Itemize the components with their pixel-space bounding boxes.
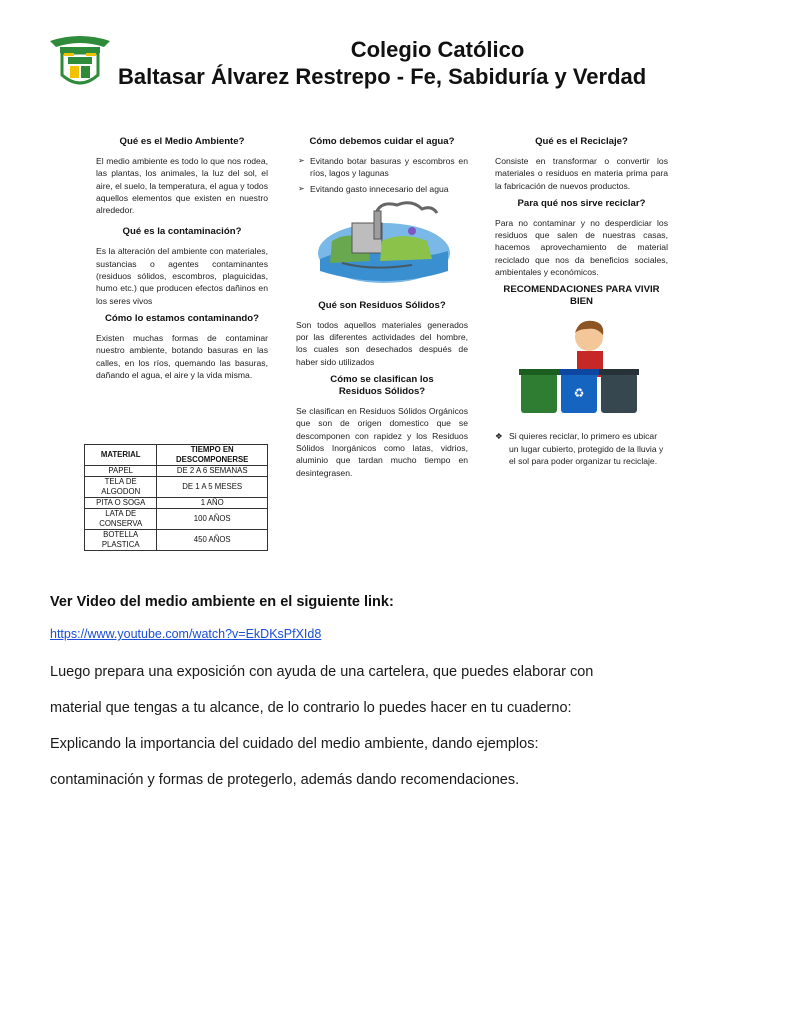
table-row <box>85 477 268 498</box>
heading-reciclaje: Qué es el Reciclaje? <box>535 136 628 147</box>
youtube-link[interactable]: https://www.youtube.com/watch?v=EkDKsPfXId8 <box>50 627 322 641</box>
school-motto: Baltasar Álvarez Restrepo - Fe, Sabiduría y Verdad <box>118 64 647 89</box>
tip-reciclar: ❖ Si quieres reciclar, lo primero es ubicar un lugar cubierto, protegido de la lluvia y el sol para poder organizar tu reciclaje. <box>495 431 664 466</box>
table-cell: 100 AÑOS <box>157 509 268 530</box>
column-agua-residuos <box>296 136 468 485</box>
heading-para-que-reciclar: Para qué nos sirve reciclar? <box>517 197 646 209</box>
instruction-line: Explicando la importancia del cuidado del medio ambiente, dando ejemplos: <box>50 736 539 752</box>
heading-como-contaminando: Cómo lo estamos contaminando? <box>104 312 260 324</box>
text-reciclaje: Consiste en transformar o convertir los materiales o residuos en materia prima para la fabricación de nuevos productos. <box>495 156 668 191</box>
list-item: ➢ Evitando botar basuras y escombros en ríos, lagos y lagunas <box>298 156 468 179</box>
table-header: MATERIAL <box>85 445 157 466</box>
table-header: TIEMPO EN DESCOMPONERSE <box>157 445 268 466</box>
text-residuos-solidos: Son todos aquellos materiales generados por las diferentes actividades del hombre, los cuales son desechados después de haber sido utilizados <box>296 319 468 367</box>
heading-cuidar-agua: Cómo debemos cuidar el agua? <box>309 136 455 147</box>
decomposition-table <box>84 444 268 551</box>
instruction-line: contaminación y formas de protegerlo, además dando recomendaciones. <box>50 772 520 788</box>
table-cell: 450 AÑOS <box>157 530 268 551</box>
heading-contaminacion: Qué es la contaminación? <box>122 226 242 238</box>
table-cell: DE 1 A 5 MESES <box>157 477 268 498</box>
table-cell: DE 2 A 6 SEMANAS <box>157 466 268 477</box>
text-clasificacion-residuos: Se clasifican en Residuos Sólidos Orgánicos que son de origen domestico que se descomponen con rapidez y los Residuos Sólidos Inorgánicos como latas, vidrios, aluminio que tardan mucho tiempo en desintegrasen. <box>296 406 468 478</box>
instructions-paragraph <box>50 654 750 798</box>
arrow-bullet-icon: ➢ <box>298 183 305 193</box>
arrow-bullet-icon: ➢ <box>298 156 305 165</box>
table-cell: LATA DE CONSERVA <box>85 509 157 530</box>
text-medio-ambiente: El medio ambiente es todo lo que nos rodea, las plantas, los animales, la luz del sol, el aire, el suelo, la temperatura, el agua y todos aquellos elementos que existen en nuestro alrededor. <box>96 156 268 216</box>
factory-pollution-illustration <box>312 201 452 286</box>
recycling-kid-illustration <box>517 315 647 420</box>
table-cell: BOTELLA PLASTICA <box>85 530 157 551</box>
table-row <box>85 466 268 477</box>
table-row <box>85 498 268 509</box>
table-cell: TELA DE ALGODON <box>85 477 157 498</box>
instruction-line: Luego prepara una exposición con ayuda de una cartelera, que puedes elaborar con <box>50 664 594 680</box>
school-name: Colegio Católico <box>350 37 525 62</box>
column-reciclaje <box>495 136 668 473</box>
table-header-row <box>85 445 268 466</box>
table-cell: PAPEL <box>85 466 157 477</box>
heading-clasificacion-residuos: Cómo se clasifican los Residuos Sólidos? <box>330 374 434 398</box>
table-cell: PITA O SOGA <box>85 498 157 509</box>
table-cell: 1 AÑO <box>157 498 268 509</box>
instruction-line: material que tengas a tu alcance, de lo contrario lo puedes hacer en tu cuaderno: <box>50 700 572 716</box>
text-como-contaminando: Existen muchas formas de contaminar nuestro ambiente, botando basuras en las calles, en los ríos, quemando las basuras, dañando el agua, el aire y la vida misma. <box>96 332 268 380</box>
heading-medio-ambiente: Qué es el Medio Ambiente? <box>119 136 245 147</box>
text-para-que-reciclar: Para no contaminar y no desperdiciar los residuos que salen de nuestras casas, hacemos aprovechamiento de material reciclado que nos da beneficios sociales, ambientales y económicos. <box>495 217 668 278</box>
table-row <box>85 530 268 551</box>
table-row <box>85 509 268 530</box>
column-medio-ambiente <box>96 136 268 387</box>
svg-text:♻: ♻ <box>573 386 584 401</box>
school-logo <box>44 33 116 95</box>
water-care-list <box>296 155 468 195</box>
heading-residuos-solidos: Qué son Residuos Sólidos? <box>318 299 446 311</box>
list-item: ➢ Evitando gasto innecesario del agua <box>298 183 449 194</box>
video-heading: Ver Video del medio ambiente en el siguiente link: <box>50 594 394 610</box>
diamond-bullet-icon: ❖ <box>495 431 503 442</box>
heading-recomendaciones: RECOMENDACIONES PARA VIVIR BIEN <box>503 284 660 308</box>
text-contaminacion: Es la alteración del ambiente con materiales, sustancias o agentes contaminantes (residuos sólidos, escombros, plaguicidas, humo etc.) que producen efectos dañinos en los seres vivos <box>96 246 268 306</box>
